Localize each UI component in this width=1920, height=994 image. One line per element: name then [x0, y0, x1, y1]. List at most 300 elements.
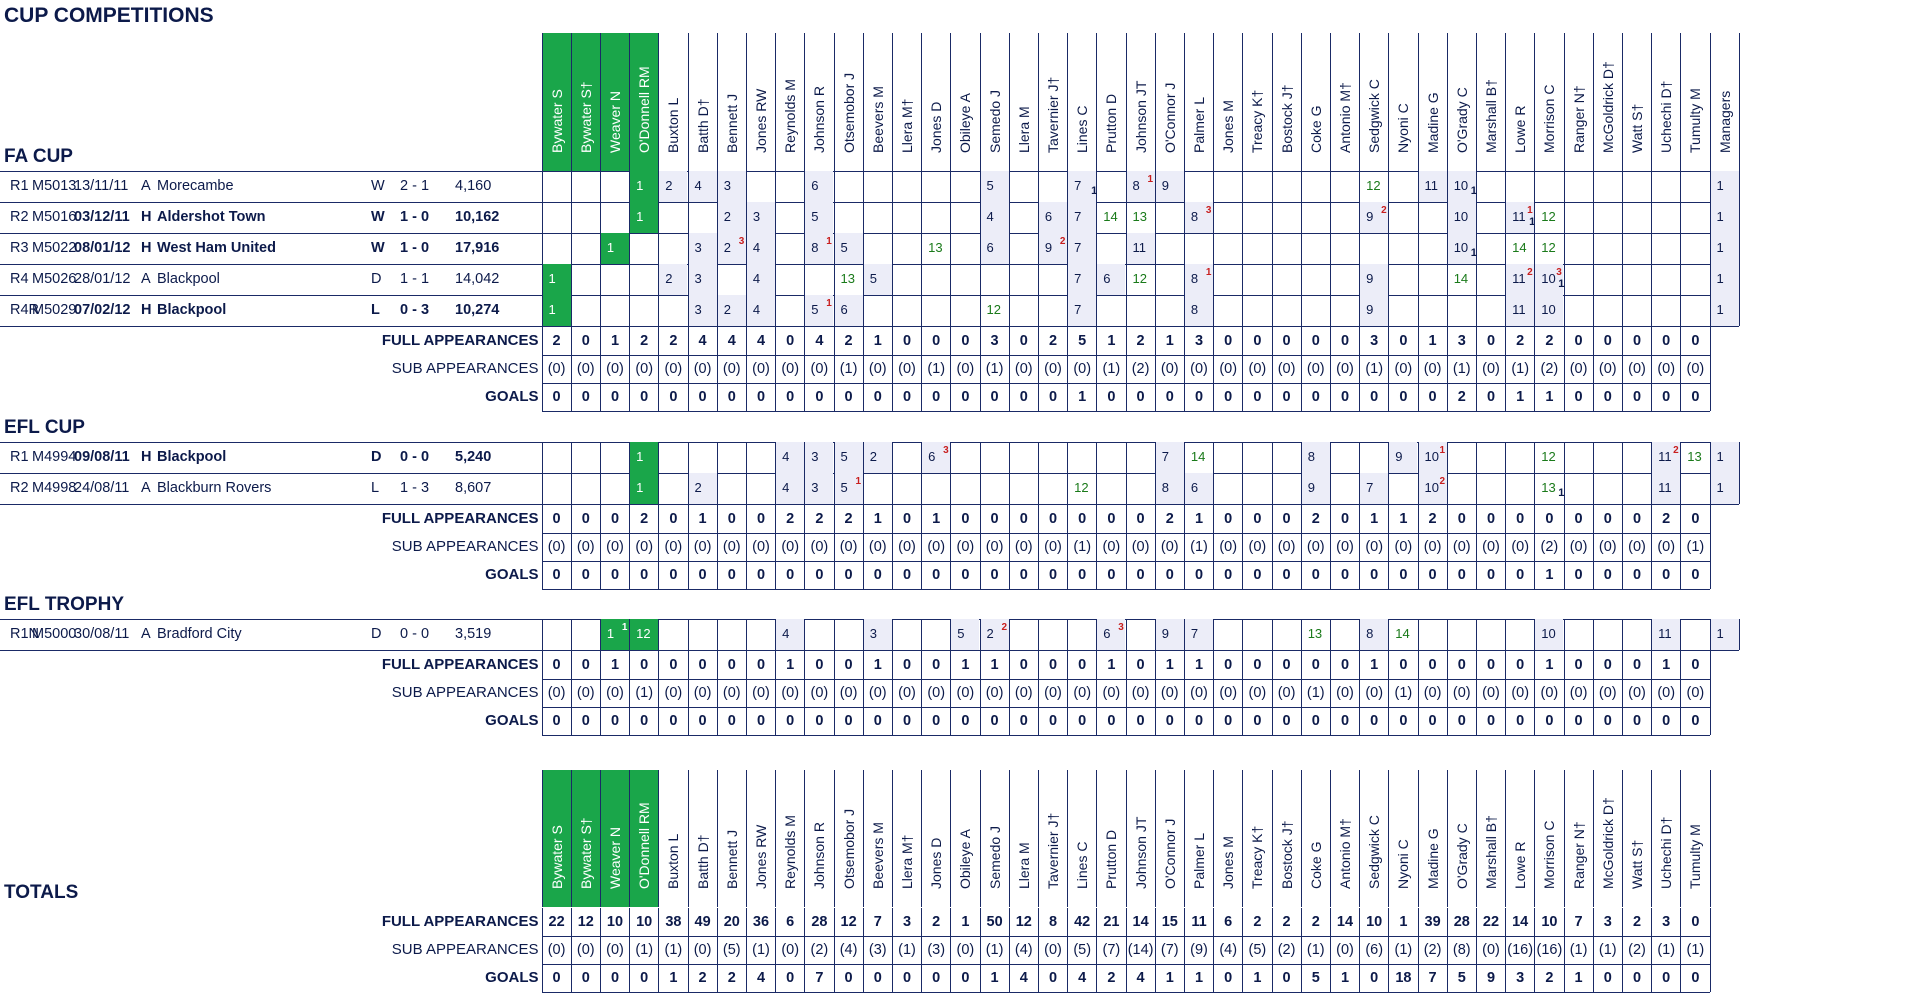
player-column-header[interactable]: [1009, 770, 1038, 907]
player-cell[interactable]: [1067, 473, 1096, 504]
player-cell[interactable]: [1359, 171, 1388, 202]
player-name: Otsemobor J: [840, 72, 857, 153]
player-cell[interactable]: [1651, 473, 1680, 504]
shirt-number: 5: [869, 271, 877, 286]
player-cell[interactable]: [1710, 619, 1739, 650]
stat-right-border: [1710, 561, 1711, 589]
player-cell[interactable]: [804, 202, 833, 233]
player-cell[interactable]: [658, 264, 687, 295]
player-cell[interactable]: [1388, 442, 1417, 473]
player-column-header[interactable]: [950, 770, 979, 907]
stat-right-border: [1710, 936, 1711, 964]
full-appearances-row-value: 1: [1388, 505, 1417, 533]
player-cell[interactable]: [1651, 442, 1680, 473]
player-cell[interactable]: [863, 619, 892, 650]
player-column-header[interactable]: [1418, 770, 1447, 907]
grid-line: [1038, 619, 1039, 650]
player-column-header[interactable]: [921, 770, 950, 907]
grid-line: [658, 619, 659, 650]
full-appearances-row-value: 1: [688, 505, 717, 533]
player-cell[interactable]: [1126, 264, 1155, 295]
player-column-header[interactable]: [1096, 33, 1125, 171]
grid-line: [1213, 619, 1214, 650]
grid-line: [892, 619, 893, 650]
full-appearances-row-value: 0: [1680, 327, 1709, 355]
player-cell[interactable]: [688, 171, 717, 202]
player-column-header[interactable]: [1359, 33, 1388, 171]
player-cell[interactable]: [1710, 233, 1739, 264]
player-column-header[interactable]: [1388, 33, 1417, 171]
grid-line: [600, 442, 601, 473]
player-cell[interactable]: [1126, 171, 1155, 202]
player-column-header[interactable]: [1213, 33, 1242, 171]
player-name: Prutton D: [1103, 93, 1120, 153]
player-column-header[interactable]: [1622, 770, 1651, 907]
player-cell[interactable]: [1067, 202, 1096, 233]
sub-appearances-row-value: (0): [542, 355, 571, 383]
player-cell[interactable]: [1710, 442, 1739, 473]
player-cell[interactable]: [804, 171, 833, 202]
goals-row-value: 0: [950, 383, 979, 411]
player-column-header[interactable]: [1038, 33, 1067, 171]
full-appearances-row-value: 3: [980, 327, 1009, 355]
goals-row-value: 0: [1593, 383, 1622, 411]
player-column-header[interactable]: [1301, 770, 1330, 907]
player-cell[interactable]: [1301, 619, 1330, 650]
player-cell[interactable]: [1126, 233, 1155, 264]
grid-line: [1593, 442, 1594, 473]
player-column-header[interactable]: [1564, 770, 1593, 907]
player-cell[interactable]: [834, 473, 863, 504]
player-column-header[interactable]: [1067, 33, 1096, 171]
player-column-header[interactable]: [629, 33, 658, 171]
full-appearances-row-value: 1: [1651, 651, 1680, 679]
player-column-header[interactable]: [1564, 33, 1593, 171]
player-cell[interactable]: [834, 442, 863, 473]
player-column-header[interactable]: [1593, 33, 1622, 171]
player-cell[interactable]: [1096, 619, 1125, 650]
player-cell[interactable]: [804, 233, 833, 264]
player-name: Madine G: [1424, 92, 1441, 153]
player-name: Palmer L: [1190, 832, 1207, 889]
full-appearances-row-value: 2: [542, 327, 571, 355]
player-cell[interactable]: [1038, 233, 1067, 264]
player-column-header[interactable]: [542, 33, 571, 171]
player-column-header[interactable]: [1067, 770, 1096, 907]
player-cell[interactable]: [1155, 442, 1184, 473]
stat-divider: [542, 411, 1710, 412]
player-cell[interactable]: [1651, 619, 1680, 650]
full-appearances-row-value: 0: [1505, 505, 1534, 533]
sub-appearances-row-label: SUB APPEARANCES: [391, 941, 539, 958]
sub-appearances-row-value: (0): [950, 533, 979, 561]
player-cell[interactable]: [775, 442, 804, 473]
player-cell[interactable]: [1184, 264, 1213, 295]
player-column-header[interactable]: [1388, 770, 1417, 907]
full-appearances-row-value: 22: [542, 908, 571, 936]
grid-line: [658, 202, 659, 233]
player-cell[interactable]: [980, 202, 1009, 233]
grid-line: [1038, 473, 1039, 504]
player-column-header[interactable]: [717, 33, 746, 171]
player-column-header[interactable]: [1009, 33, 1038, 171]
player-cell[interactable]: [834, 233, 863, 264]
player-cell[interactable]: [1359, 202, 1388, 233]
player-column-header[interactable]: [892, 33, 921, 171]
player-column-header[interactable]: [1330, 33, 1359, 171]
player-cell[interactable]: [1534, 202, 1563, 233]
goals-row-value: 0: [980, 561, 1009, 589]
player-column-header[interactable]: [950, 33, 979, 171]
player-cell[interactable]: [1710, 202, 1739, 233]
player-cell[interactable]: [1534, 295, 1563, 326]
grid-line: [1505, 442, 1506, 473]
full-appearances-row-value: 2: [1301, 908, 1330, 936]
player-cell[interactable]: [1301, 473, 1330, 504]
player-column-header[interactable]: [1359, 770, 1388, 907]
shirt-number: 7: [1190, 626, 1199, 641]
player-column-header[interactable]: [1272, 33, 1301, 171]
player-cell[interactable]: [980, 619, 1009, 650]
player-cell[interactable]: [1505, 233, 1534, 264]
player-column-header[interactable]: [804, 33, 833, 171]
player-cell[interactable]: [1534, 619, 1563, 650]
goals-row-value: 0: [1184, 383, 1213, 411]
player-cell[interactable]: [1680, 442, 1709, 473]
player-cell[interactable]: [629, 442, 658, 473]
player-column-header[interactable]: [775, 770, 804, 907]
player-cell[interactable]: [629, 171, 658, 202]
player-name: Tumulty M: [1687, 88, 1704, 153]
player-column-header[interactable]: [1242, 33, 1271, 171]
player-column-header[interactable]: [1593, 770, 1622, 907]
player-cell[interactable]: [688, 473, 717, 504]
player-column-header[interactable]: [746, 33, 775, 171]
player-column-header[interactable]: [1651, 770, 1680, 907]
player-column-header[interactable]: [1505, 33, 1534, 171]
player-column-header[interactable]: [804, 770, 833, 907]
match-row[interactable]: [0, 442, 1739, 473]
player-column-header[interactable]: [746, 770, 775, 907]
player-cell[interactable]: [804, 442, 833, 473]
player-cell[interactable]: [1534, 442, 1563, 473]
player-cell[interactable]: [1505, 264, 1534, 295]
player-cell[interactable]: [863, 442, 892, 473]
player-cell[interactable]: [1067, 295, 1096, 326]
player-cell[interactable]: [1710, 473, 1739, 504]
sub-appearances-row-value: (1): [1447, 355, 1476, 383]
player-cell[interactable]: [1126, 202, 1155, 233]
player-column-header[interactable]: [1476, 33, 1505, 171]
match-row[interactable]: [0, 264, 1739, 295]
sub-appearances-row-value: (0): [658, 533, 687, 561]
player-cell[interactable]: [1418, 442, 1447, 473]
player-column-header[interactable]: [863, 770, 892, 907]
grid-line: [980, 473, 981, 504]
player-column-header[interactable]: [1534, 770, 1563, 907]
full-appearances-row-value: 0: [1418, 651, 1447, 679]
player-cell[interactable]: [658, 171, 687, 202]
player-column-header[interactable]: [1242, 770, 1271, 907]
full-appearances-row-value: 3: [1593, 908, 1622, 936]
player-column-header[interactable]: [892, 770, 921, 907]
player-cell[interactable]: [717, 202, 746, 233]
player-column-header[interactable]: [834, 770, 863, 907]
full-appearances-row-value: 0: [1564, 651, 1593, 679]
goals-row-value: 0: [1651, 964, 1680, 992]
shirt-number: 8: [811, 240, 819, 255]
shirt-number: 13: [1541, 480, 1556, 495]
player-cell[interactable]: [629, 619, 658, 650]
player-cell[interactable]: [1534, 233, 1563, 264]
player-column-header[interactable]: [1680, 33, 1709, 171]
attendance: 10,162: [455, 209, 500, 225]
goals-row-value: 0: [1272, 383, 1301, 411]
full-appearances-row-value: 0: [1476, 327, 1505, 355]
player-cell[interactable]: [717, 295, 746, 326]
grid-line: [1739, 171, 1740, 202]
full-appearances-row-value: 10: [1359, 908, 1388, 936]
goals-row-value: 0: [1622, 707, 1651, 735]
player-cell[interactable]: [1447, 264, 1476, 295]
player-cell[interactable]: [1096, 202, 1125, 233]
full-appearances-row-value: 0: [892, 327, 921, 355]
player-cell[interactable]: [688, 264, 717, 295]
player-cell[interactable]: [1418, 473, 1447, 504]
player-column-header[interactable]: [1447, 33, 1476, 171]
shirt-number: 1: [636, 209, 644, 224]
player-cell[interactable]: [600, 619, 629, 650]
player-cell[interactable]: [1359, 473, 1388, 504]
sub-appearances-row-value: (0): [775, 679, 804, 707]
player-cell[interactable]: [1155, 171, 1184, 202]
player-cell[interactable]: [980, 233, 1009, 264]
player-column-header[interactable]: [1184, 33, 1213, 171]
player-cell[interactable]: [600, 233, 629, 264]
match-row[interactable]: [0, 619, 1739, 650]
match-row[interactable]: [0, 202, 1739, 233]
grid-line: [921, 171, 922, 202]
player-cell[interactable]: [1359, 295, 1388, 326]
shirt-number: 8: [1190, 209, 1199, 224]
player-cell[interactable]: [629, 202, 658, 233]
player-cell[interactable]: [1096, 264, 1125, 295]
player-cell[interactable]: [804, 473, 833, 504]
goals-row-value: 0: [921, 964, 950, 992]
player-cell[interactable]: [1067, 233, 1096, 264]
player-name: Reynolds M: [782, 79, 799, 153]
player-column-header[interactable]: [863, 33, 892, 171]
player-cell[interactable]: [1359, 619, 1388, 650]
player-column-header[interactable]: [834, 33, 863, 171]
player-column-header[interactable]: [1126, 770, 1155, 907]
full-appearances-row-value: 0: [629, 651, 658, 679]
player-cell[interactable]: [1067, 171, 1096, 202]
player-cell[interactable]: [1710, 171, 1739, 202]
full-appearances-row-value: 4: [804, 327, 833, 355]
match-row[interactable]: [0, 233, 1739, 264]
player-cell[interactable]: [1710, 264, 1739, 295]
player-cell[interactable]: [1155, 619, 1184, 650]
full-appearances-row-value: 1: [980, 651, 1009, 679]
player-cell[interactable]: [863, 264, 892, 295]
goals-row-value: 1: [1505, 383, 1534, 411]
player-cell[interactable]: [717, 233, 746, 264]
player-column-header[interactable]: [980, 770, 1009, 907]
player-column-header[interactable]: [658, 33, 687, 171]
player-cell[interactable]: [1534, 473, 1563, 504]
goal-marker: 1: [826, 236, 832, 247]
full-appearances-row-value: 1: [1155, 651, 1184, 679]
player-column-header[interactable]: [600, 770, 629, 907]
player-cell[interactable]: [834, 264, 863, 295]
player-column-header[interactable]: [600, 33, 629, 171]
player-cell[interactable]: [1505, 202, 1534, 233]
header-right-border: [1739, 33, 1740, 171]
sub-appearances-row-value: (0): [1242, 355, 1271, 383]
player-cell[interactable]: [688, 233, 717, 264]
full-appearances-row-value: 0: [1067, 651, 1096, 679]
player-cell[interactable]: [746, 295, 775, 326]
player-cell[interactable]: [1184, 295, 1213, 326]
goals-row-value: 0: [1651, 383, 1680, 411]
full-appearances-row-value: 0: [1534, 505, 1563, 533]
player-cell[interactable]: [980, 171, 1009, 202]
player-column-header[interactable]: [1096, 770, 1125, 907]
player-cell[interactable]: [1447, 202, 1476, 233]
sub-appearances-row-value: (1): [1505, 355, 1534, 383]
player-column-header[interactable]: [542, 770, 571, 907]
match-row[interactable]: [0, 473, 1739, 504]
sub-appearances-row-value: (2): [804, 936, 833, 964]
grid-line: [600, 473, 601, 504]
player-column-header[interactable]: [1330, 770, 1359, 907]
sub-appearances-row-value: (0): [600, 679, 629, 707]
player-column-header[interactable]: [688, 770, 717, 907]
grid-line: [1301, 202, 1302, 233]
match-row[interactable]: [0, 171, 1739, 202]
player-cell[interactable]: [921, 442, 950, 473]
player-column-header[interactable]: [571, 33, 600, 171]
player-cell[interactable]: [980, 295, 1009, 326]
goals-row-value: 0: [629, 964, 658, 992]
grid-line: [1622, 202, 1623, 233]
full-appearances-row-value: 2: [1126, 327, 1155, 355]
player-column-header[interactable]: [658, 770, 687, 907]
grid-line: [1418, 202, 1419, 233]
player-cell[interactable]: [1447, 233, 1476, 264]
player-column-header[interactable]: [688, 33, 717, 171]
grid-line: [717, 264, 718, 295]
player-cell[interactable]: [1038, 202, 1067, 233]
goals-row-value: 0: [1038, 964, 1067, 992]
full-appearances-row-value: 0: [1651, 327, 1680, 355]
player-cell[interactable]: [804, 295, 833, 326]
player-cell[interactable]: [746, 202, 775, 233]
grid-line: [1651, 202, 1652, 233]
player-column-header[interactable]: [1126, 33, 1155, 171]
player-column-header[interactable]: [1651, 33, 1680, 171]
player-column-header[interactable]: [1505, 770, 1534, 907]
player-cell[interactable]: [1301, 442, 1330, 473]
player-cell[interactable]: [717, 171, 746, 202]
player-cell[interactable]: [834, 295, 863, 326]
sub-appearances-row-value: (0): [571, 533, 600, 561]
player-cell[interactable]: [1184, 202, 1213, 233]
player-column-header[interactable]: [1476, 770, 1505, 907]
player-column-header[interactable]: [1155, 33, 1184, 171]
player-column-header[interactable]: [1710, 33, 1739, 171]
full-appearances-row-value: 0: [892, 651, 921, 679]
sub-appearances-row-value: (0): [892, 533, 921, 561]
player-column-header[interactable]: [775, 33, 804, 171]
player-column-header[interactable]: [571, 770, 600, 907]
match-row[interactable]: [0, 295, 1739, 326]
player-cell[interactable]: [1155, 473, 1184, 504]
sub-appearances-row-value: (0): [746, 679, 775, 707]
player-column-header[interactable]: [1680, 770, 1709, 907]
player-column-header[interactable]: [1213, 770, 1242, 907]
player-column-header[interactable]: [1155, 770, 1184, 907]
player-column-header[interactable]: [921, 33, 950, 171]
grid-line: [1388, 295, 1389, 326]
player-cell[interactable]: [1184, 442, 1213, 473]
player-cell[interactable]: [1710, 295, 1739, 326]
player-cell[interactable]: [1359, 264, 1388, 295]
player-column-header[interactable]: [1534, 33, 1563, 171]
player-cell[interactable]: [542, 295, 571, 326]
player-cell[interactable]: [1067, 264, 1096, 295]
player-cell[interactable]: [542, 264, 571, 295]
player-cell[interactable]: [1447, 171, 1476, 202]
player-cell[interactable]: [629, 473, 658, 504]
goals-row-value: 1: [1242, 964, 1271, 992]
player-column-header[interactable]: [1301, 33, 1330, 171]
player-column-header[interactable]: [1272, 770, 1301, 907]
player-column-header[interactable]: [1038, 770, 1067, 907]
player-column-header[interactable]: [1418, 33, 1447, 171]
goals-row-value: 0: [1272, 561, 1301, 589]
player-column-header[interactable]: [629, 770, 658, 907]
player-cell[interactable]: [688, 295, 717, 326]
player-cell[interactable]: [775, 473, 804, 504]
player-column-header[interactable]: [980, 33, 1009, 171]
player-cell[interactable]: [950, 619, 979, 650]
grid-line: [1388, 264, 1389, 295]
player-cell[interactable]: [1388, 619, 1417, 650]
player-column-header[interactable]: [1447, 770, 1476, 907]
player-cell[interactable]: [1184, 473, 1213, 504]
sub-appearances-row-value: (1): [658, 936, 687, 964]
player-cell[interactable]: [1418, 171, 1447, 202]
grid-line: [1272, 295, 1273, 326]
player-cell[interactable]: [746, 264, 775, 295]
player-cell[interactable]: [1505, 295, 1534, 326]
player-cell[interactable]: [775, 619, 804, 650]
player-cell[interactable]: [746, 233, 775, 264]
player-cell[interactable]: [1534, 264, 1563, 295]
player-column-header[interactable]: [717, 770, 746, 907]
player-name: Bostock J†: [1278, 820, 1295, 889]
shirt-number: 5: [957, 626, 965, 641]
player-cell[interactable]: [1184, 619, 1213, 650]
shirt-number: 14: [1103, 209, 1118, 224]
player-column-header[interactable]: [1184, 770, 1213, 907]
player-cell[interactable]: [921, 233, 950, 264]
player-column-header[interactable]: [1622, 33, 1651, 171]
sub-appearances-row-value: (2): [1272, 936, 1301, 964]
grid-line: [834, 202, 835, 233]
